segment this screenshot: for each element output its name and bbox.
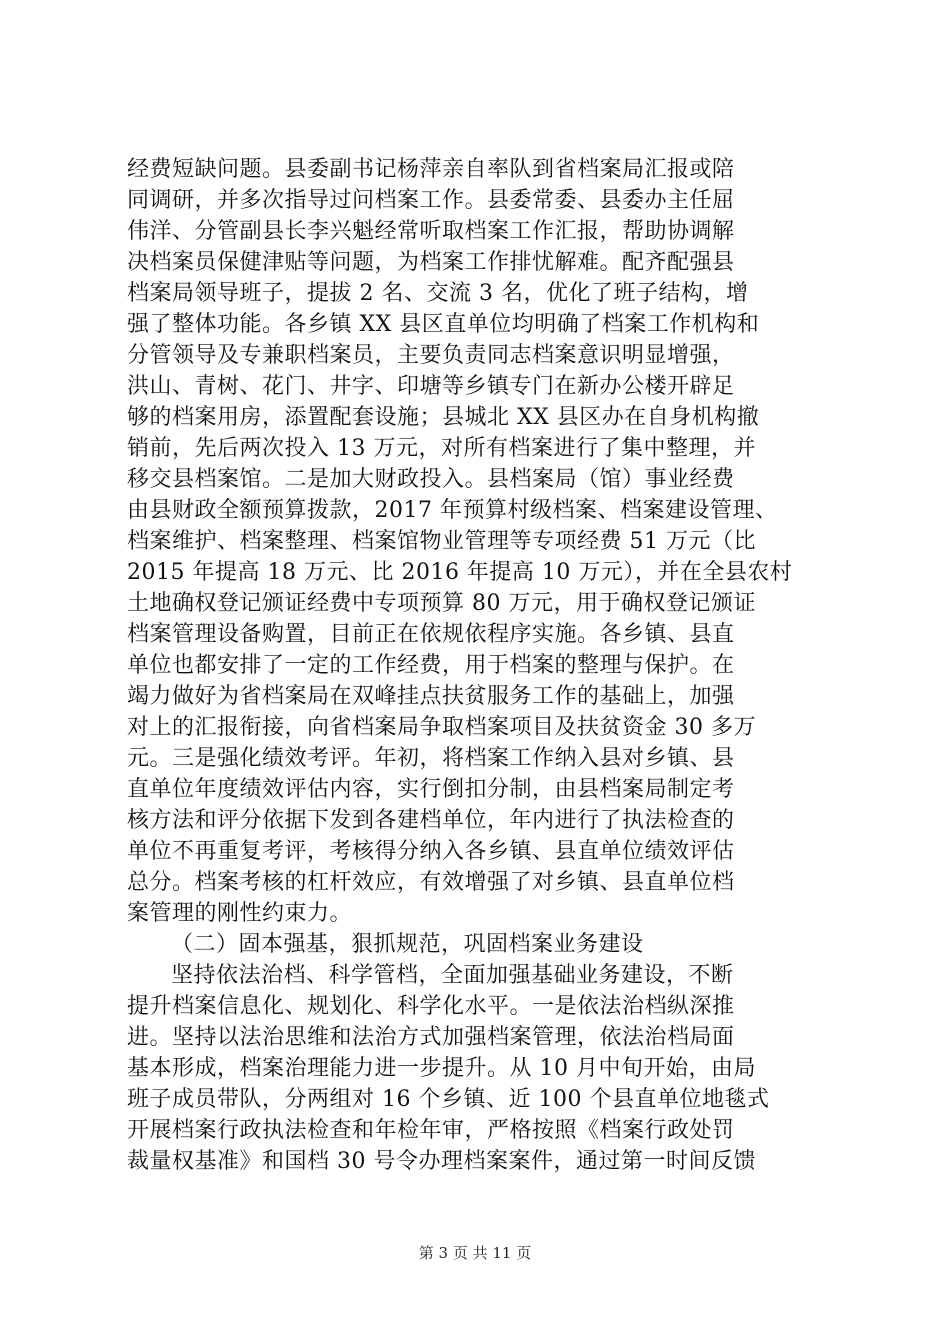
text-line: 班子成员带队，分两组对 16 个乡镇、近 100 个县直单位地毯式: [127, 1087, 770, 1112]
text-line: 销前，先后两次投入 13 万元，对所有档案进行了集中整理，并: [127, 436, 756, 461]
text-line: 开展档案行政执法检查和年检年审，严格按照《档案行政处罚: [127, 1118, 735, 1143]
text-line: 单位不再重复考评，考核得分纳入各乡镇、县直单位绩效评估: [127, 839, 735, 864]
text-line: 伟洋、分管副县长李兴魁经常听取档案工作汇报，帮助协调解: [127, 219, 735, 244]
text-line: 竭力做好为省档案局在双峰挂点扶贫服务工作的基础上，加强: [127, 684, 735, 709]
page-number-footer: 第 3 页 共 11 页: [418, 1244, 532, 1262]
text-line: 裁量权基准》和国档 30 号令办理档案案件，通过第一时间反馈: [127, 1149, 756, 1174]
text-line: 案管理的刚性约束力。: [127, 901, 353, 926]
text-line: 强了整体功能。各乡镇 XX 县区直单位均明确了档案工作机构和: [127, 312, 760, 337]
text-line: 对上的汇报衔接，向省档案局争取档案项目及扶贫资金 30 多万: [127, 715, 756, 740]
text-line: 2015 年提高 18 万元、比 2016 年提高 10 万元），并在全县农村: [127, 560, 793, 585]
text-line: 经费短缺问题。县委副书记杨萍亲自率队到省档案局汇报或陪: [127, 157, 735, 182]
document-body: [127, 154, 827, 1177]
text-line: 进。坚持以法治思维和法治方式加强档案管理，依法治档局面: [127, 1025, 735, 1050]
text-line: 决档案员保健津贴等问题，为档案工作排忧解难。配齐配强县: [127, 250, 735, 275]
text-line: 核方法和评分依据下发到各建档单位，年内进行了执法检查的: [127, 808, 735, 833]
text-line: 元。三是强化绩效考评。年初，将档案工作纳入县对乡镇、县: [127, 746, 735, 771]
text-line: 基本形成，档案治理能力进一步提升。从 10 月中旬开始，由局: [127, 1056, 756, 1081]
text-line: 档案管理设备购置，目前正在依规依程序实施。各乡镇、县直: [127, 622, 735, 647]
text-line: 直单位年度绩效评估内容，实行倒扣分制，由县档案局制定考: [127, 777, 735, 802]
text-line: 够的档案用房，添置配套设施；县城北 XX 县区办在自身机构撤: [127, 405, 760, 430]
text-line: 移交县档案馆。二是加大财政投入。县档案局（馆）事业经费: [127, 467, 735, 492]
text-line: 土地确权登记颁证经费中专项预算 80 万元，用于确权登记颁证: [127, 591, 756, 616]
text-line: 总分。档案考核的杠杆效应，有效增强了对乡镇、县直单位档: [127, 870, 735, 895]
text-line: 分管领导及专兼职档案员，主要负责同志档案意识明显增强，: [127, 343, 735, 368]
text-line: 单位也都安排了一定的工作经费，用于档案的整理与保护。在: [127, 653, 735, 678]
text-line: 同调研，并多次指导过问档案工作。县委常委、县委办主任屈: [127, 188, 735, 213]
text-line: 档案维护、档案整理、档案馆物业管理等专项经费 51 万元（比: [127, 529, 756, 554]
text-line: 洪山、青树、花门、井字、印塘等乡镇专门在新办公楼开辟足: [127, 374, 735, 399]
text-line: 提升档案信息化、规划化、科学化水平。一是依法治档纵深推: [127, 994, 735, 1019]
section-heading: （二）固本强基，狠抓规范，巩固档案业务建设: [171, 932, 644, 957]
text-line: 坚持依法治档、科学管档，全面加强基础业务建设，不断: [171, 963, 734, 988]
text-line: 档案局领导班子，提拔 2 名、交流 3 名，优化了班子结构，增: [127, 281, 749, 306]
text-line: 由县财政全额预算拨款，2017 年预算村级档案、档案建设管理、: [127, 498, 778, 523]
